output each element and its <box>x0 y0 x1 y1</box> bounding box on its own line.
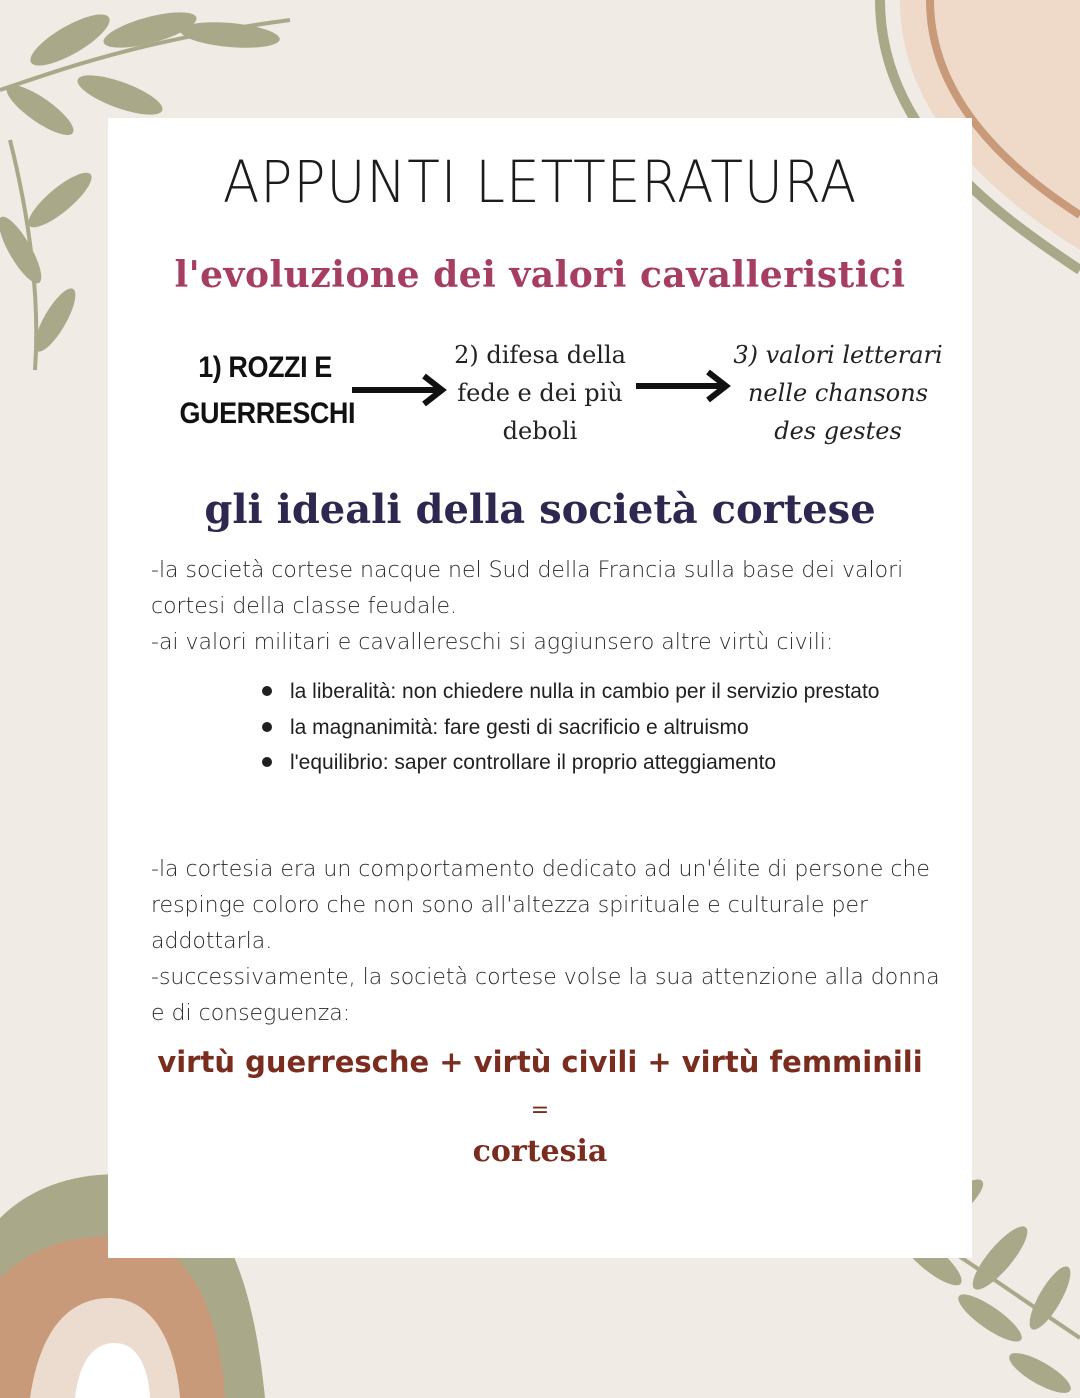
formula-line: virtù guerresche + virtù civili + virtù femminili <box>157 1045 923 1079</box>
list-item: la liberalità: non chiedere nulla in cambio per il servizio prestato <box>258 674 898 710</box>
evolution-step-3: 3) valori letterari nelle chansons des gestes <box>733 341 943 445</box>
page-subtitle: l'evoluzione dei valori cavalleristici <box>174 254 906 296</box>
list-item: l'equilibrio: saper controllare il proprio atteggiamento <box>258 745 898 781</box>
evolution-step-2: 2) difesa della fede e dei più deboli <box>454 341 626 445</box>
arrow-right-icon <box>634 368 734 404</box>
page-title: APPUNTI LETTERATURA <box>222 148 858 216</box>
paragraph-cortesia: -la cortesia era un comportamento dedicato ad un'élite di persone che respinge coloro che non sono all'altezza spirituale e culturale per addottarla. -successivamente, la società cortese volse la sua attenzione alla donna e di conseguenza: <box>151 857 940 1026</box>
list-item: la magnanimità: fare gesti di sacrificio e altruismo <box>258 710 898 746</box>
virtues-list <box>258 674 898 781</box>
formula-equals: = <box>530 1098 550 1123</box>
paragraph-intro: -la società cortese nacque nel Sud della Francia sulla base dei valori cortesi della classe feudale. -ai valori militari e cavallereschi si aggiunsero altre virtù civili: <box>151 558 904 655</box>
evolution-step-1: 1) ROZZI E GUERRESCHI <box>179 351 356 430</box>
arrow-right-icon <box>350 372 450 408</box>
formula-result: cortesia <box>472 1134 608 1169</box>
section-title: gli ideali della società cortese <box>204 486 876 533</box>
